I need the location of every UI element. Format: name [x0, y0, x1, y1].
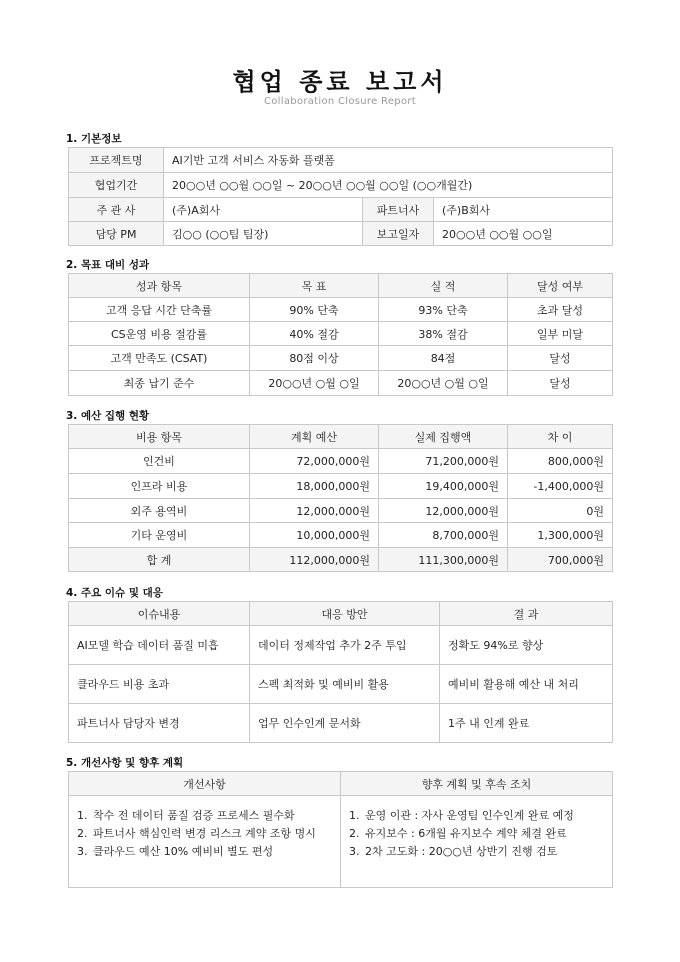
performance-item: 고객 만족도 (CSAT) [69, 346, 250, 371]
budget-total-planned: 112,000,000원 [250, 548, 379, 572]
basic-info-row-companies [69, 198, 613, 222]
budget-item: 외주 용역비 [69, 499, 250, 523]
host-company-value: (주)A회사 [164, 198, 363, 222]
performance-status: 달성 [508, 371, 613, 396]
report-date-value: 20○○년 ○○월 ○○일 [434, 222, 613, 246]
col-header: 개선사항 [69, 772, 341, 796]
performance-actual: 20○○년 ○월 ○일 [379, 371, 508, 396]
performance-item: CS운영 비용 절감률 [69, 322, 250, 346]
performance-status: 일부 미달 [508, 322, 613, 346]
budget-total-row [69, 548, 613, 572]
host-company-label: 주 관 사 [69, 198, 164, 222]
section-budget-heading: 3. 예산 집행 현황 [66, 410, 150, 422]
basic-info-row-pm [69, 222, 613, 246]
budget-diff: 1,300,000원 [508, 523, 613, 548]
list-item: 1. 착수 전 데이터 품질 검증 프로세스 필수화 [91, 807, 326, 825]
performance-actual: 84점 [379, 346, 508, 371]
partner-company-value: (주)B회사 [434, 198, 613, 222]
performance-item: 최종 납기 준수 [69, 371, 250, 396]
project-name-value: AI기반 고객 서비스 자동화 플랫폼 [164, 148, 613, 173]
improvements-cell [69, 796, 341, 888]
basic-info-table [68, 147, 613, 246]
col-header: 성과 항목 [69, 274, 250, 298]
col-header: 대응 방안 [250, 602, 440, 626]
issue-result: 정확도 94%로 향상 [440, 626, 613, 665]
budget-planned: 72,000,000원 [250, 449, 379, 474]
budget-item: 인건비 [69, 449, 250, 474]
performance-target: 80점 이상 [250, 346, 379, 371]
budget-total-diff: 700,000원 [508, 548, 613, 572]
list-item: 2. 파트너사 핵심인력 변경 리스크 계약 조항 명시 [91, 825, 326, 843]
issue-response: 데이터 정제작업 추가 2주 투입 [250, 626, 440, 665]
report-title: 협업 종료 보고서 [232, 68, 448, 96]
budget-actual: 12,000,000원 [379, 499, 508, 523]
performance-status: 초과 달성 [508, 298, 613, 322]
col-header: 계획 예산 [250, 425, 379, 449]
budget-diff: 800,000원 [508, 449, 613, 474]
budget-planned: 10,000,000원 [250, 523, 379, 548]
pm-label: 담당 PM [69, 222, 164, 246]
list-item: 2. 유지보수 : 6개월 유지보수 계약 체결 완료 [363, 825, 604, 843]
list-item: 3. 클라우드 예산 10% 예비비 별도 편성 [91, 843, 326, 861]
table-row [69, 665, 613, 704]
section-issues-heading: 4. 주요 이슈 및 대응 [66, 587, 163, 599]
budget-item: 인프라 비용 [69, 474, 250, 499]
performance-table [68, 273, 613, 396]
period-label: 협업기간 [69, 173, 164, 198]
issue-content: AI모델 학습 데이터 품질 미흡 [69, 626, 250, 665]
budget-total-actual: 111,300,000원 [379, 548, 508, 572]
table-row [69, 449, 613, 474]
basic-info-row-period [69, 173, 613, 198]
table-row [69, 371, 613, 396]
budget-total-label: 합 계 [69, 548, 250, 572]
plans-list [349, 807, 604, 861]
table-header-row [69, 602, 613, 626]
budget-item: 기타 운영비 [69, 523, 250, 548]
period-value: 20○○년 ○○월 ○○일 ~ 20○○년 ○○월 ○○일 (○○개월간) [164, 173, 613, 198]
col-header: 비용 항목 [69, 425, 250, 449]
plans-cell [341, 796, 613, 888]
issues-table [68, 601, 613, 743]
col-header: 향후 계획 및 후속 조치 [341, 772, 613, 796]
partner-company-label: 파트너사 [363, 198, 434, 222]
performance-item: 고객 응답 시간 단축률 [69, 298, 250, 322]
table-header-row [69, 772, 613, 796]
performance-actual: 93% 단축 [379, 298, 508, 322]
col-header: 결 과 [440, 602, 613, 626]
table-row [69, 298, 613, 322]
table-row [69, 346, 613, 371]
table-header-row [69, 425, 613, 449]
budget-diff: -1,400,000원 [508, 474, 613, 499]
issue-content: 파트너사 담당자 변경 [69, 704, 250, 743]
improvements-list [77, 807, 326, 861]
col-header: 차 이 [508, 425, 613, 449]
improvements-content-row [69, 796, 613, 888]
table-row [69, 499, 613, 523]
col-header: 목 표 [250, 274, 379, 298]
performance-target: 20○○년 ○월 ○일 [250, 371, 379, 396]
performance-status: 달성 [508, 346, 613, 371]
budget-actual: 8,700,000원 [379, 523, 508, 548]
performance-target: 90% 단축 [250, 298, 379, 322]
col-header: 실 적 [379, 274, 508, 298]
performance-actual: 38% 절감 [379, 322, 508, 346]
pm-value: 김○○ (○○팀 팀장) [164, 222, 363, 246]
list-item: 3. 2차 고도화 : 20○○년 상반기 진행 검토 [363, 843, 604, 861]
issue-response: 스펙 최적화 및 예비비 활용 [250, 665, 440, 704]
section-performance-heading: 2. 목표 대비 성과 [66, 259, 150, 271]
table-row [69, 523, 613, 548]
improvements-table [68, 771, 613, 888]
issue-result: 예비비 활용해 예산 내 처리 [440, 665, 613, 704]
issue-result: 1주 내 인계 완료 [440, 704, 613, 743]
budget-planned: 18,000,000원 [250, 474, 379, 499]
report-subtitle: Collaboration Closure Report [263, 96, 417, 107]
table-header-row [69, 274, 613, 298]
budget-actual: 19,400,000원 [379, 474, 508, 499]
project-name-label: 프로젝트명 [69, 148, 164, 173]
issue-content: 클라우드 비용 초과 [69, 665, 250, 704]
budget-table [68, 424, 613, 572]
col-header: 달성 여부 [508, 274, 613, 298]
table-row [69, 626, 613, 665]
section-basic-info-heading: 1. 기본정보 [66, 133, 122, 145]
list-item: 1. 운영 이관 : 자사 운영팀 인수인계 완료 예정 [363, 807, 604, 825]
report-date-label: 보고일자 [363, 222, 434, 246]
budget-planned: 12,000,000원 [250, 499, 379, 523]
performance-target: 40% 절감 [250, 322, 379, 346]
table-row [69, 474, 613, 499]
budget-actual: 71,200,000원 [379, 449, 508, 474]
issue-response: 업무 인수인계 문서화 [250, 704, 440, 743]
budget-diff: 0원 [508, 499, 613, 523]
table-row [69, 704, 613, 743]
table-row [69, 322, 613, 346]
col-header: 실제 집행액 [379, 425, 508, 449]
section-improvements-heading: 5. 개선사항 및 향후 계획 [66, 757, 184, 769]
col-header: 이슈내용 [69, 602, 250, 626]
basic-info-row-project [69, 148, 613, 173]
